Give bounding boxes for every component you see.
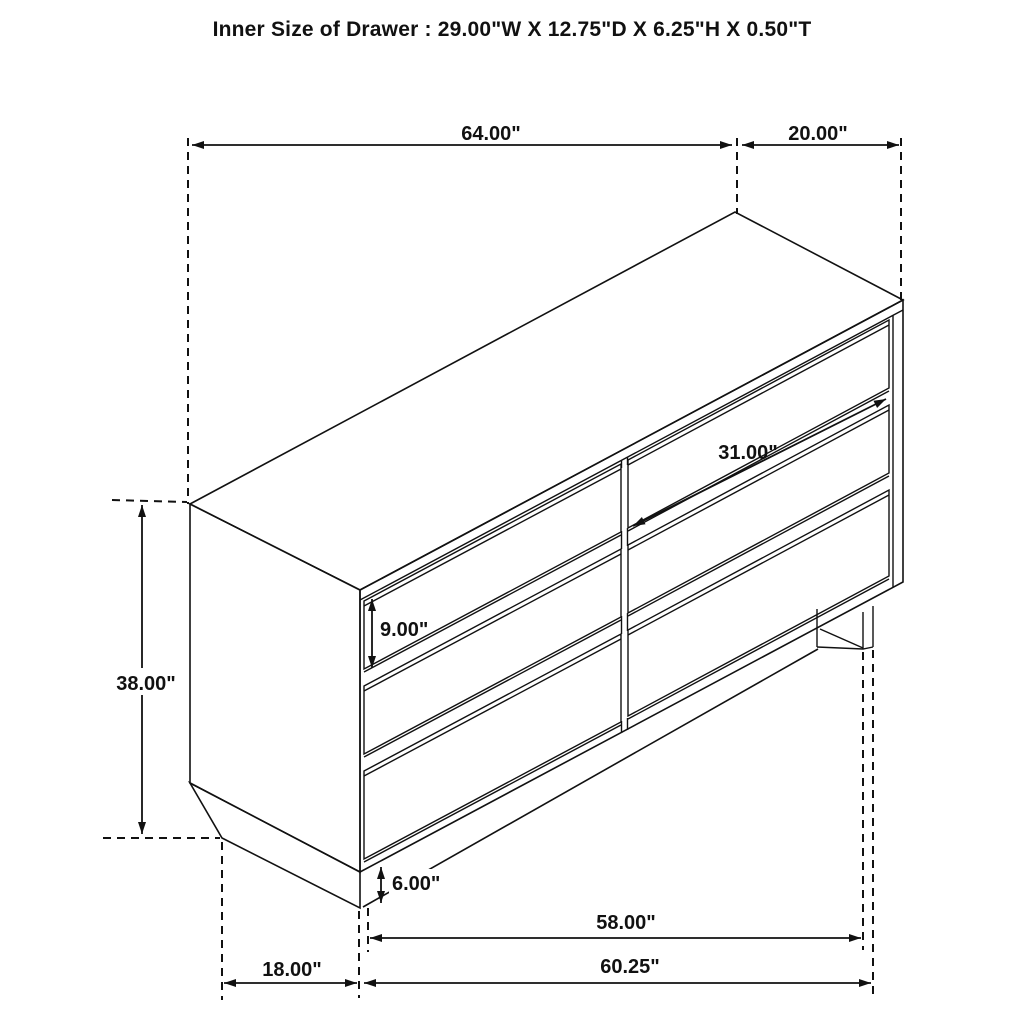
- drawer-fronts: [364, 320, 889, 862]
- top-face: [190, 212, 903, 590]
- base-side-face: [190, 783, 360, 908]
- dim-label-total-height: 38.00": [116, 673, 176, 695]
- dimension-labels: [110, 123, 848, 981]
- dim-label-base-height: 6.00": [392, 873, 441, 895]
- top-edge-band: [360, 310, 903, 600]
- base-front-bottom-edge: [363, 649, 818, 907]
- extension-lines: [103, 138, 901, 1000]
- dim-label-floor-depth: 18.00": [262, 959, 322, 981]
- dim-label-top-width: 64.00": [461, 123, 521, 145]
- center-divider: [622, 457, 628, 733]
- dim-label-drawer-height: 9.00": [380, 619, 429, 641]
- side-face: [190, 504, 360, 872]
- dim-label-drawer-width: 31.00": [718, 442, 778, 464]
- front-face: [360, 300, 903, 872]
- diagram-title: Inner Size of Drawer : 29.00"W X 12.75"D X 6.25"H X 0.50"T: [212, 18, 812, 41]
- dim-label-base-width: 58.00": [596, 912, 656, 934]
- dim-label-top-depth: 20.00": [788, 123, 848, 145]
- drawer-bottom-left: [364, 634, 621, 862]
- dimension-arrows: [142, 145, 899, 983]
- dim-label-overall-bottom: 60.25": [600, 956, 660, 978]
- dresser-outline: [190, 212, 903, 908]
